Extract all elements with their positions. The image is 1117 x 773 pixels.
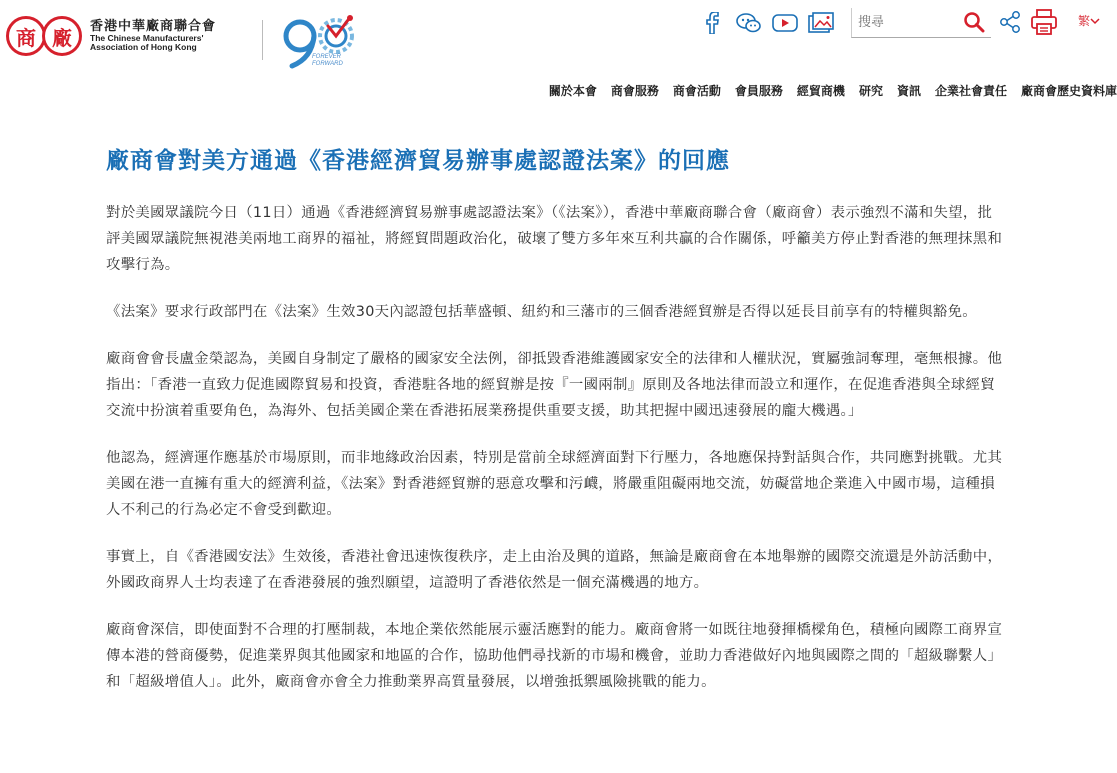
wechat-icon[interactable]	[736, 10, 762, 36]
cma-logo[interactable]	[6, 16, 216, 56]
anniversary-tagline-line2: FORWARD	[312, 60, 343, 67]
nav-item-7[interactable]: 資訊	[896, 84, 921, 98]
logo-name-en-line1: The Chinese Manufacturers'	[90, 32, 204, 43]
article-body	[106, 200, 1006, 716]
chevron-down-icon	[1090, 17, 1100, 25]
print-icon[interactable]	[1030, 8, 1058, 36]
gallery-icon[interactable]	[808, 10, 834, 36]
article-paragraph-6: 廠商會深信，即使面對不合理的打壓制裁，本地企業依然能展示靈活應對的能力。廠商會將一如既往地發揮橋樑角色，積極向國際工商界宣傳本港的營商優勢，促進業界與其他國家和地區的合作，協助他們尋找新的市場和機會，並助力香港做好內地與國際之間的「超級聯繫人」和「超級增值人」。此外，廠商會亦會全力推動業界高質量發展，以增強抵禦風險挑戰的能力。	[106, 622, 1003, 690]
article-title: 廠商會對美方通過《香港經濟貿易辦事處認證法案》的回應	[106, 148, 730, 174]
facebook-icon[interactable]	[700, 10, 726, 36]
social-icons	[700, 8, 844, 38]
nav-item-1[interactable]: 關於本會	[548, 84, 597, 98]
nav-item-6[interactable]: 研究	[858, 84, 883, 98]
nav-item-4[interactable]: 會員服務	[734, 84, 783, 98]
anniversary-tagline-line1: FOREVER	[312, 54, 342, 60]
language-label: 繁	[1078, 14, 1091, 28]
logo-name-en-line2: Association of Hong Kong	[90, 41, 197, 52]
article-paragraph-4: 他認為，經濟運作應基於市場原則，而非地緣政治因素，特別是當前全球經濟面對下行壓力，各地應保持對話與合作，共同應對挑戰。尤其美國在港一直擁有重大的經濟利益，《法案》對香港經貿辦的惡意攻擊和污衊，將嚴重阻礙兩地交流，妨礙當地企業進入中國市場，這種損人不利己的行為必定不會受到歡迎。	[106, 450, 1003, 518]
logo-seal-right: 廠	[42, 16, 82, 56]
nav-item-8[interactable]: 企業社會責任	[934, 84, 1007, 98]
search-box	[851, 8, 991, 38]
anniversary-tagline	[312, 54, 343, 67]
article-paragraph-1: 對於美國眾議院今日（11日）通過《香港經濟貿易辦事處認證法案》（《法案》），香港中華廠商聯合會（廠商會）表示強烈不滿和失望，批評美國眾議院無視港美兩地工商界的福祉，將經貿問題政治化，破壞了雙方多年來互利共贏的合作關係，呼籲美方停止對香港的無理抹黑和攻擊行為。	[106, 205, 1003, 273]
logo-divider	[262, 20, 263, 60]
main-nav	[535, 82, 1117, 99]
site-header	[0, 0, 1117, 110]
article-paragraph-2: 《法案》要求行政部門在《法案》生效30天內認證包括華盛頓、紐約和三藩市的三個香港經貿辦是否得以延長目前享有的特權與豁免。	[106, 304, 977, 320]
nav-item-9[interactable]: 廠商會歷史資料庫	[1020, 84, 1117, 98]
youtube-icon[interactable]	[772, 10, 798, 36]
search-icon[interactable]	[963, 11, 987, 35]
logo-seal-left: 商	[6, 16, 46, 56]
language-selector[interactable]	[1078, 12, 1100, 29]
nav-item-3[interactable]: 商會活動	[672, 84, 721, 98]
article-paragraph-3: 廠商會會長盧金榮認為，美國自身制定了嚴格的國家安全法例，卻抵毀香港維護國家安全的法律和人權狀況，實屬強詞奪理，毫無根據。他指出：「香港一直致力促進國際貿易和投資，香港駐各地的經貿辦是按『一國兩制』原則及各地法律而設立和運作，在促進香港與全球經貿交流中扮演着重要角色，為海外、包括美國企業在香港拓展業務提供重要支援，助其把握中國迅速發展的龐大機遇。」	[106, 351, 1003, 419]
share-icon[interactable]	[998, 10, 1022, 34]
logo-name-cn: 香港中華廠商聯合會	[90, 19, 217, 35]
nav-item-2[interactable]: 商會服務	[610, 84, 659, 98]
article-paragraph-5: 事實上，自《香港國安法》生效後，香港社會迅速恢復秩序，走上由治及興的道路，無論是廠商會在本地舉辦的國際交流還是外訪活動中，外國政商界人士均表達了在香港發展的強烈願望，這證明了香港依然是一個充滿機遇的地方。	[106, 549, 1003, 591]
logo-text	[90, 20, 216, 51]
search-input[interactable]	[858, 11, 958, 33]
nav-item-5[interactable]: 經貿商機	[796, 84, 845, 98]
